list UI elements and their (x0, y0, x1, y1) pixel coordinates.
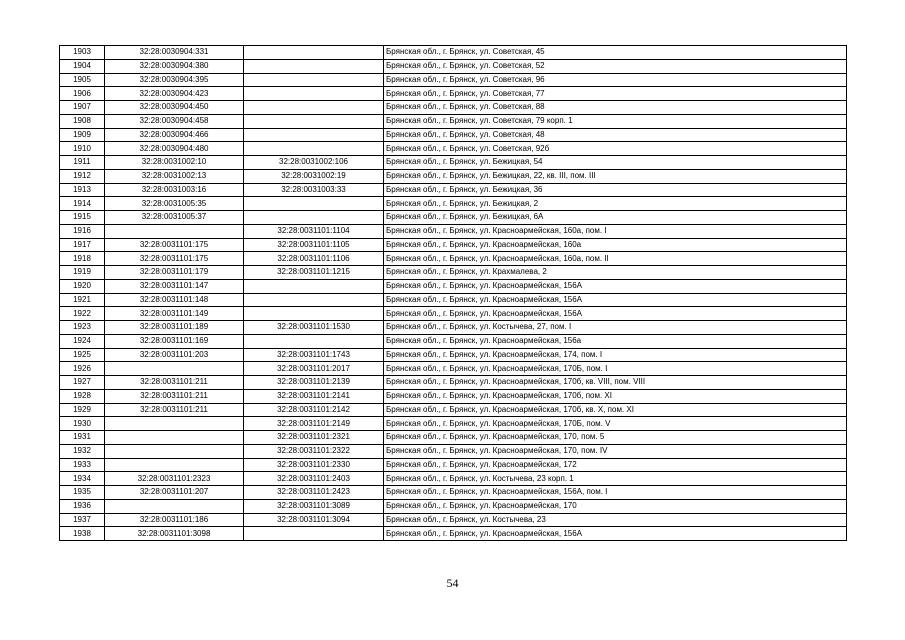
land-cadastral-number-cell: 32:28:0030904:423 (105, 87, 244, 101)
address-cell: Брянская обл., г. Брянск, ул. Красноармейская, 170б, кв. VIII, пом. VIII (384, 376, 847, 390)
row-number-cell: 1903 (60, 46, 105, 60)
address-cell: Брянская обл., г. Брянск, ул. Советская, 79 корп. 1 (384, 114, 847, 128)
table-row (60, 266, 847, 280)
object-cadastral-number-cell (244, 128, 384, 142)
address-cell: Брянская обл., г. Брянск, ул. Красноармейская, 172 (384, 458, 847, 472)
object-cadastral-number-cell: 32:28:0031101:2139 (244, 376, 384, 390)
address-cell: Брянская обл., г. Брянск, ул. Костычева, 23 (384, 513, 847, 527)
object-cadastral-number-cell: 32:28:0031101:2149 (244, 417, 384, 431)
land-cadastral-number-cell: 32:28:0030904:466 (105, 128, 244, 142)
land-cadastral-number-cell: 32:28:0031101:169 (105, 334, 244, 348)
table-row (60, 376, 847, 390)
object-cadastral-number-cell (244, 279, 384, 293)
object-cadastral-number-cell (244, 527, 384, 541)
land-cadastral-number-cell: 32:28:0031101:148 (105, 293, 244, 307)
row-number-cell: 1917 (60, 238, 105, 252)
row-number-cell: 1913 (60, 183, 105, 197)
land-cadastral-number-cell: 32:28:0031101:211 (105, 376, 244, 390)
table-row (60, 307, 847, 321)
row-number-cell: 1927 (60, 376, 105, 390)
object-cadastral-number-cell (244, 87, 384, 101)
address-cell: Брянская обл., г. Брянск, ул. Красноармейская, 156А (384, 527, 847, 541)
land-cadastral-number-cell: 32:28:0030904:395 (105, 73, 244, 87)
address-cell: Брянская обл., г. Брянск, ул. Красноармейская, 170, пом. IV (384, 444, 847, 458)
table-row (60, 211, 847, 225)
object-cadastral-number-cell (244, 46, 384, 60)
address-cell: Брянская обл., г. Брянск, ул. Красноармейская, 156А (384, 307, 847, 321)
table-row (60, 73, 847, 87)
land-cadastral-number-cell: 32:28:0031101:207 (105, 486, 244, 500)
object-cadastral-number-cell (244, 59, 384, 73)
object-cadastral-number-cell: 32:28:0031101:2142 (244, 403, 384, 417)
row-number-cell: 1912 (60, 169, 105, 183)
row-number-cell: 1904 (60, 59, 105, 73)
table-row (60, 279, 847, 293)
table-row (60, 472, 847, 486)
row-number-cell: 1907 (60, 101, 105, 115)
address-cell: Брянская обл., г. Брянск, ул. Советская, 48 (384, 128, 847, 142)
row-number-cell: 1909 (60, 128, 105, 142)
address-cell: Брянская обл., г. Брянск, ул. Красноармейская, 160а, пом. II (384, 252, 847, 266)
land-cadastral-number-cell: 32:28:0031005:35 (105, 197, 244, 211)
table-row (60, 142, 847, 156)
object-cadastral-number-cell: 32:28:0031101:3089 (244, 499, 384, 513)
row-number-cell: 1932 (60, 444, 105, 458)
table-row (60, 321, 847, 335)
object-cadastral-number-cell: 32:28:0031101:2423 (244, 486, 384, 500)
address-cell: Брянская обл., г. Брянск, ул. Советская, 88 (384, 101, 847, 115)
address-cell: Брянская обл., г. Брянск, ул. Красноармейская, 170, пом. 5 (384, 431, 847, 445)
row-number-cell: 1921 (60, 293, 105, 307)
land-cadastral-number-cell: 32:28:0031101:3098 (105, 527, 244, 541)
table-row (60, 513, 847, 527)
address-cell: Брянская обл., г. Брянск, ул. Красноармейская, 170б, кв. X, пом. XI (384, 403, 847, 417)
row-number-cell: 1935 (60, 486, 105, 500)
row-number-cell: 1911 (60, 156, 105, 170)
land-cadastral-number-cell: 32:28:0030904:331 (105, 46, 244, 60)
row-number-cell: 1931 (60, 431, 105, 445)
object-cadastral-number-cell (244, 101, 384, 115)
address-cell: Брянская обл., г. Брянск, ул. Крахмалева, 2 (384, 266, 847, 280)
object-cadastral-number-cell: 32:28:0031101:2141 (244, 389, 384, 403)
land-cadastral-number-cell (105, 431, 244, 445)
address-cell: Брянская обл., г. Брянск, ул. Советская, 92б (384, 142, 847, 156)
land-cadastral-number-cell: 32:28:0031005:37 (105, 211, 244, 225)
row-number-cell: 1918 (60, 252, 105, 266)
object-cadastral-number-cell: 32:28:0031101:2017 (244, 362, 384, 376)
land-cadastral-number-cell: 32:28:0031101:149 (105, 307, 244, 321)
land-cadastral-number-cell (105, 362, 244, 376)
object-cadastral-number-cell: 32:28:0031101:1743 (244, 348, 384, 362)
object-cadastral-number-cell: 32:28:0031002:106 (244, 156, 384, 170)
table-row (60, 486, 847, 500)
object-cadastral-number-cell (244, 211, 384, 225)
land-cadastral-number-cell: 32:28:0031003:16 (105, 183, 244, 197)
address-cell: Брянская обл., г. Брянск, ул. Красноармейская, 170Б, пом. V (384, 417, 847, 431)
address-cell: Брянская обл., г. Брянск, ул. Красноармейская, 156А (384, 279, 847, 293)
object-cadastral-number-cell (244, 73, 384, 87)
page-number: 54 (446, 576, 459, 590)
table-row (60, 114, 847, 128)
table-row (60, 362, 847, 376)
land-cadastral-number-cell: 32:28:0030904:450 (105, 101, 244, 115)
row-number-cell: 1933 (60, 458, 105, 472)
table-row (60, 417, 847, 431)
table-row (60, 252, 847, 266)
table-row (60, 293, 847, 307)
table-row (60, 348, 847, 362)
table-row (60, 527, 847, 541)
address-cell: Брянская обл., г. Брянск, ул. Бежицкая, 2 (384, 197, 847, 211)
object-cadastral-number-cell (244, 142, 384, 156)
address-cell: Брянская обл., г. Брянск, ул. Бежицкая, 22, кв. III, пом. III (384, 169, 847, 183)
table-row (60, 128, 847, 142)
address-cell: Брянская обл., г. Брянск, ул. Советская, 45 (384, 46, 847, 60)
object-cadastral-number-cell (244, 293, 384, 307)
address-cell: Брянская обл., г. Брянск, ул. Красноармейская, 160а (384, 238, 847, 252)
object-cadastral-number-cell: 32:28:0031101:1105 (244, 238, 384, 252)
address-cell: Брянская обл., г. Брянск, ул. Советская, 77 (384, 87, 847, 101)
address-cell: Брянская обл., г. Брянск, ул. Советская, 96 (384, 73, 847, 87)
table-row (60, 334, 847, 348)
land-cadastral-number-cell: 32:28:0031002:13 (105, 169, 244, 183)
row-number-cell: 1930 (60, 417, 105, 431)
table-row (60, 403, 847, 417)
address-cell: Брянская обл., г. Брянск, ул. Красноармейская, 156А, пом. I (384, 486, 847, 500)
table-row (60, 46, 847, 60)
land-cadastral-number-cell: 32:28:0031101:211 (105, 389, 244, 403)
registry-table-body (60, 46, 847, 541)
row-number-cell: 1925 (60, 348, 105, 362)
object-cadastral-number-cell: 32:28:0031101:2330 (244, 458, 384, 472)
row-number-cell: 1910 (60, 142, 105, 156)
land-cadastral-number-cell (105, 458, 244, 472)
land-cadastral-number-cell: 32:28:0031101:179 (105, 266, 244, 280)
row-number-cell: 1915 (60, 211, 105, 225)
table-row (60, 156, 847, 170)
row-number-cell: 1923 (60, 321, 105, 335)
table-row (60, 183, 847, 197)
land-cadastral-number-cell: 32:28:0031002:10 (105, 156, 244, 170)
address-cell: Брянская обл., г. Брянск, ул. Красноармейская, 174, пом. I (384, 348, 847, 362)
land-cadastral-number-cell: 32:28:0030904:480 (105, 142, 244, 156)
table-row (60, 87, 847, 101)
address-cell: Брянская обл., г. Брянск, ул. Бежицкая, 36 (384, 183, 847, 197)
row-number-cell: 1926 (60, 362, 105, 376)
address-cell: Брянская обл., г. Брянск, ул. Красноармейская, 156а (384, 334, 847, 348)
table-row (60, 101, 847, 115)
row-number-cell: 1922 (60, 307, 105, 321)
land-cadastral-number-cell (105, 417, 244, 431)
row-number-cell: 1908 (60, 114, 105, 128)
object-cadastral-number-cell: 32:28:0031101:2403 (244, 472, 384, 486)
object-cadastral-number-cell: 32:28:0031101:1215 (244, 266, 384, 280)
land-cadastral-number-cell (105, 499, 244, 513)
table-row (60, 389, 847, 403)
table-row (60, 444, 847, 458)
row-number-cell: 1906 (60, 87, 105, 101)
land-cadastral-number-cell: 32:28:0031101:203 (105, 348, 244, 362)
address-cell: Брянская обл., г. Брянск, ул. Советская, 52 (384, 59, 847, 73)
property-registry-table (59, 45, 847, 541)
object-cadastral-number-cell: 32:28:0031101:2321 (244, 431, 384, 445)
row-number-cell: 1934 (60, 472, 105, 486)
object-cadastral-number-cell (244, 307, 384, 321)
land-cadastral-number-cell (105, 224, 244, 238)
object-cadastral-number-cell (244, 334, 384, 348)
row-number-cell: 1905 (60, 73, 105, 87)
land-cadastral-number-cell: 32:28:0031101:147 (105, 279, 244, 293)
land-cadastral-number-cell (105, 444, 244, 458)
land-cadastral-number-cell: 32:28:0031101:2323 (105, 472, 244, 486)
table-row (60, 458, 847, 472)
table-row (60, 197, 847, 211)
land-cadastral-number-cell: 32:28:0030904:380 (105, 59, 244, 73)
row-number-cell: 1920 (60, 279, 105, 293)
address-cell: Брянская обл., г. Брянск, ул. Красноармейская, 170б, пом. XI (384, 389, 847, 403)
row-number-cell: 1919 (60, 266, 105, 280)
land-cadastral-number-cell: 32:28:0031101:189 (105, 321, 244, 335)
land-cadastral-number-cell: 32:28:0031101:211 (105, 403, 244, 417)
table-row (60, 59, 847, 73)
table-row (60, 238, 847, 252)
object-cadastral-number-cell: 32:28:0031101:1104 (244, 224, 384, 238)
land-cadastral-number-cell: 32:28:0031101:175 (105, 252, 244, 266)
row-number-cell: 1936 (60, 499, 105, 513)
land-cadastral-number-cell: 32:28:0031101:175 (105, 238, 244, 252)
object-cadastral-number-cell: 32:28:0031101:1106 (244, 252, 384, 266)
object-cadastral-number-cell: 32:28:0031101:3094 (244, 513, 384, 527)
address-cell: Брянская обл., г. Брянск, ул. Красноармейская, 170 (384, 499, 847, 513)
table-row (60, 499, 847, 513)
address-cell: Брянская обл., г. Брянск, ул. Бежицкая, 6А (384, 211, 847, 225)
row-number-cell: 1937 (60, 513, 105, 527)
table-row (60, 224, 847, 238)
row-number-cell: 1928 (60, 389, 105, 403)
object-cadastral-number-cell: 32:28:0031002:19 (244, 169, 384, 183)
address-cell: Брянская обл., г. Брянск, ул. Красноармейская, 156А (384, 293, 847, 307)
row-number-cell: 1916 (60, 224, 105, 238)
object-cadastral-number-cell: 32:28:0031101:2322 (244, 444, 384, 458)
row-number-cell: 1914 (60, 197, 105, 211)
table-row (60, 169, 847, 183)
land-cadastral-number-cell: 32:28:0031101:186 (105, 513, 244, 527)
address-cell: Брянская обл., г. Брянск, ул. Красноармейская, 170Б, пом. I (384, 362, 847, 376)
object-cadastral-number-cell (244, 114, 384, 128)
table-row (60, 431, 847, 445)
object-cadastral-number-cell (244, 197, 384, 211)
object-cadastral-number-cell: 32:28:0031101:1530 (244, 321, 384, 335)
address-cell: Брянская обл., г. Брянск, ул. Бежицкая, 54 (384, 156, 847, 170)
address-cell: Брянская обл., г. Брянск, ул. Красноармейская, 160а, пом. I (384, 224, 847, 238)
land-cadastral-number-cell: 32:28:0030904:458 (105, 114, 244, 128)
address-cell: Брянская обл., г. Брянск, ул. Костычева, 23 корп. 1 (384, 472, 847, 486)
address-cell: Брянская обл., г. Брянск, ул. Костычева, 27, пом. I (384, 321, 847, 335)
row-number-cell: 1924 (60, 334, 105, 348)
object-cadastral-number-cell: 32:28:0031003:33 (244, 183, 384, 197)
row-number-cell: 1929 (60, 403, 105, 417)
row-number-cell: 1938 (60, 527, 105, 541)
